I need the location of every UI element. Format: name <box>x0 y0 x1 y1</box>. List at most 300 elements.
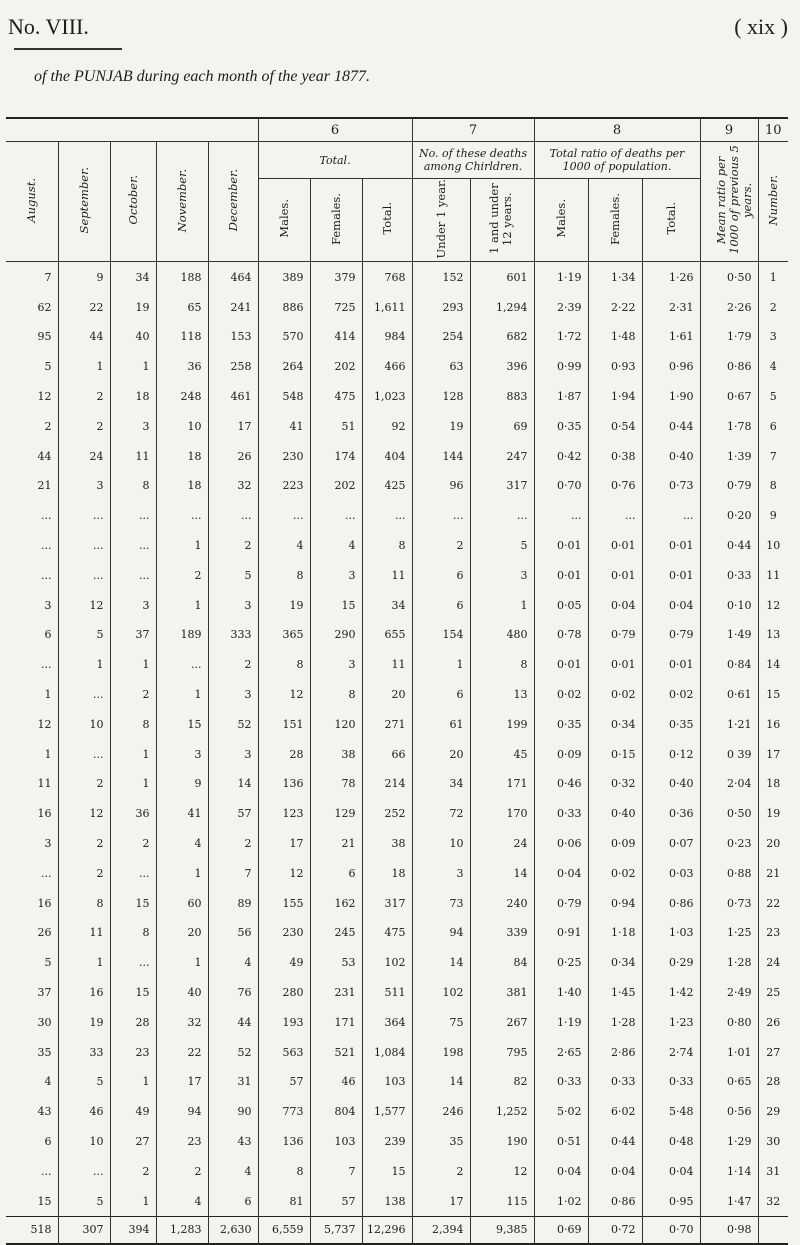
table-row <box>6 262 788 292</box>
table-cell: 136 <box>258 769 310 799</box>
table-cell: 19 <box>412 411 470 441</box>
table-cell: 0·35 <box>642 709 700 739</box>
header-november: November. <box>174 168 189 232</box>
table-cell: 1 <box>110 739 156 769</box>
table-cell: 24 <box>758 948 788 978</box>
table-cell: 16 <box>37 896 52 910</box>
table-cell: ... <box>110 948 156 978</box>
table-cell: 1·03 <box>642 918 700 948</box>
table-row <box>6 411 788 441</box>
table-cell: 32 <box>758 1186 788 1216</box>
table-cell: 0·80 <box>700 1007 758 1037</box>
table-cell: 21 <box>758 858 788 888</box>
table-cell: 8 <box>310 680 362 710</box>
table-cell: 0·35 <box>534 411 588 441</box>
table-cell: 53 <box>310 948 362 978</box>
table-cell: 0·84 <box>700 650 758 680</box>
table-cell: 15 <box>758 680 788 710</box>
table-cell: 15 <box>310 590 362 620</box>
table-cell: 34 <box>110 262 156 292</box>
table-cell: 1·90 <box>642 382 700 412</box>
table-cell: 12 <box>58 590 110 620</box>
table-cell: 0·40 <box>588 799 642 829</box>
table-cell: 231 <box>310 978 362 1008</box>
table-cell: 102 <box>362 948 412 978</box>
table-cell: 4 <box>208 1156 258 1186</box>
table-cell: 2·04 <box>700 769 758 799</box>
table-cell: 23 <box>110 1037 156 1067</box>
table-cell: 0·44 <box>588 1127 642 1157</box>
table-cell: 0·06 <box>534 829 588 859</box>
table-cell: 198 <box>412 1037 470 1067</box>
group-header-row <box>6 142 788 179</box>
table-cell: 317 <box>470 471 534 501</box>
table-cell: 0·20 <box>700 501 758 531</box>
table-cell: 20 <box>758 829 788 859</box>
table-cell: 0·50 <box>700 262 758 292</box>
table-cell: 28 <box>258 739 310 769</box>
table-row <box>6 1007 788 1037</box>
table-cell: 37 <box>110 620 156 650</box>
table-cell: 1 <box>58 948 110 978</box>
table-cell: 152 <box>412 262 470 292</box>
table-cell: 34 <box>412 769 470 799</box>
table-cell: 1 <box>412 650 470 680</box>
table-cell: 247 <box>470 441 534 471</box>
table-cell: 1·21 <box>700 709 758 739</box>
table-cell: 35 <box>37 1045 52 1059</box>
table-cell: 4 <box>758 352 788 382</box>
table-cell: ... <box>258 501 310 531</box>
table-cell: 6 <box>44 1134 52 1148</box>
table-cell: ... <box>110 858 156 888</box>
header-under-1-year: Under 1 year. <box>433 179 448 259</box>
table-cell: 5 <box>58 620 110 650</box>
table-cell: 3 <box>208 590 258 620</box>
table-cell: 15 <box>110 888 156 918</box>
table-cell: 1·18 <box>588 918 642 948</box>
table-cell: 193 <box>258 1007 310 1037</box>
table-cell: 5·48 <box>642 1097 700 1127</box>
table-cell: 9,385 <box>470 1216 534 1244</box>
table-cell: 0·79 <box>534 888 588 918</box>
table-cell: 17 <box>758 739 788 769</box>
table-cell: 22 <box>58 292 110 322</box>
table-row <box>6 441 788 471</box>
table-row <box>6 471 788 501</box>
table-cell: 0·04 <box>588 590 642 620</box>
table-cell: 9 <box>58 262 110 292</box>
table-cell: 28 <box>110 1007 156 1037</box>
table-cell: ... <box>58 560 110 590</box>
table-cell: 45 <box>470 739 534 769</box>
table-cell: 11 <box>362 560 412 590</box>
table-cell: 84 <box>470 948 534 978</box>
table-cell: 23 <box>758 918 788 948</box>
table-cell: 0·33 <box>588 1067 642 1097</box>
table-cell: 3 <box>156 739 208 769</box>
table-cell: 1·28 <box>588 1007 642 1037</box>
totals-row <box>6 1216 788 1244</box>
table-cell: 2 <box>44 419 52 433</box>
table-cell: 1·25 <box>700 918 758 948</box>
table-cell: 17 <box>208 411 258 441</box>
table-cell: 339 <box>470 918 534 948</box>
table-cell: 153 <box>208 322 258 352</box>
table-cell: 102 <box>412 978 470 1008</box>
table-row <box>6 590 788 620</box>
table-cell: 56 <box>208 918 258 948</box>
table-cell: 1 <box>110 769 156 799</box>
mortality-table <box>6 117 788 1245</box>
table-cell: 33 <box>58 1037 110 1067</box>
table-cell: 1 <box>156 948 208 978</box>
table-cell: 2 <box>110 680 156 710</box>
table-cell: 3 <box>310 560 362 590</box>
table-cell: 381 <box>470 978 534 1008</box>
header-children-group: No. of these deaths among Chirldren. <box>412 142 534 179</box>
table-cell: 0·86 <box>588 1186 642 1216</box>
table-cell: ... <box>110 560 156 590</box>
table-cell: 0·33 <box>534 799 588 829</box>
table-cell: 425 <box>362 471 412 501</box>
table-cell: 1 <box>110 1067 156 1097</box>
table-cell: 464 <box>208 262 258 292</box>
table-cell: 1,252 <box>470 1097 534 1127</box>
table-cell: 1 <box>470 590 534 620</box>
table-cell: 264 <box>258 352 310 382</box>
table-cell: 8 <box>110 709 156 739</box>
table-cell: 0·01 <box>534 650 588 680</box>
table-cell: 5,737 <box>310 1216 362 1244</box>
table-cell: 2 <box>758 292 788 322</box>
table-cell: 0·07 <box>642 829 700 859</box>
table-cell: 1·14 <box>700 1156 758 1186</box>
table-cell: 27 <box>110 1127 156 1157</box>
table-cell: 6 <box>44 628 52 642</box>
table-cell: 11 <box>58 918 110 948</box>
table-cell: 6 <box>412 680 470 710</box>
table-cell: ... <box>156 650 208 680</box>
table-cell: 14 <box>470 858 534 888</box>
table-cell: 18 <box>156 471 208 501</box>
table-cell: 94 <box>156 1097 208 1127</box>
table-row <box>6 1067 788 1097</box>
table-cell: 34 <box>362 590 412 620</box>
table-cell: 66 <box>362 739 412 769</box>
table-cell: 333 <box>208 620 258 650</box>
table-cell: 804 <box>310 1097 362 1127</box>
table-cell: 3 <box>110 590 156 620</box>
table-cell: 511 <box>362 978 412 1008</box>
table-row <box>6 1156 788 1186</box>
table-cell: 1·72 <box>534 322 588 352</box>
table-cell: 30 <box>758 1127 788 1157</box>
table-number: No. VIII. <box>8 14 89 39</box>
table-cell: 138 <box>362 1186 412 1216</box>
table-cell: 5 <box>58 1186 110 1216</box>
table-cell: 0·09 <box>534 739 588 769</box>
table-cell: 886 <box>258 292 310 322</box>
table-cell: 0·01 <box>642 560 700 590</box>
table-cell: 5·02 <box>534 1097 588 1127</box>
table-cell: 2·86 <box>588 1037 642 1067</box>
table-cell: 0·70 <box>642 1216 700 1244</box>
table-cell: 0·01 <box>642 531 700 561</box>
table-cell: 41 <box>156 799 208 829</box>
table-cell: 15 <box>110 978 156 1008</box>
page-number: ( xix ) <box>734 14 788 39</box>
table-cell: 24 <box>470 829 534 859</box>
table-cell: ... <box>41 568 52 582</box>
table-cell: 1·45 <box>588 978 642 1008</box>
table-cell: 1·49 <box>700 620 758 650</box>
table-cell: 0·93 <box>588 352 642 382</box>
table-cell: 14 <box>758 650 788 680</box>
table-row <box>6 501 788 531</box>
table-cell: 40 <box>110 322 156 352</box>
table-cell: 1·29 <box>700 1127 758 1157</box>
table-cell: 18 <box>362 858 412 888</box>
table-cell: 0·33 <box>700 560 758 590</box>
table-cell: 0·40 <box>642 441 700 471</box>
table-row <box>6 948 788 978</box>
table-cell: 52 <box>208 709 258 739</box>
table-cell: 364 <box>362 1007 412 1037</box>
table-cell: 46 <box>58 1097 110 1127</box>
table-cell: 223 <box>258 471 310 501</box>
table-cell: 1·01 <box>700 1037 758 1067</box>
table-cell: 103 <box>310 1127 362 1157</box>
header-ratio-males: Males. <box>553 199 568 239</box>
table-cell: ... <box>41 658 52 672</box>
table-cell: 174 <box>310 441 362 471</box>
table-cell: 3 <box>58 471 110 501</box>
table-cell: 0·01 <box>534 531 588 561</box>
table-cell: 3 <box>44 836 52 850</box>
table-cell: 7 <box>758 441 788 471</box>
table-cell: 0·50 <box>700 799 758 829</box>
table-cell: 0·12 <box>642 739 700 769</box>
table-cell: 16 <box>758 709 788 739</box>
table-cell: 0·54 <box>588 411 642 441</box>
header-total: Total. <box>379 202 394 235</box>
table-cell: ... <box>110 501 156 531</box>
table-cell: 0·01 <box>642 650 700 680</box>
table-cell: 0·44 <box>700 531 758 561</box>
table-cell: 0·33 <box>534 1067 588 1097</box>
table-cell: ... <box>110 531 156 561</box>
table-cell: 1 <box>110 352 156 382</box>
table-cell: 0·86 <box>700 352 758 382</box>
table-cell: 0·95 <box>642 1186 700 1216</box>
table-cell: 0·33 <box>642 1067 700 1097</box>
table-cell: 15 <box>37 1194 52 1208</box>
table-cell: 461 <box>208 382 258 412</box>
table-cell: 0·79 <box>642 620 700 650</box>
table-cell: 0·73 <box>642 471 700 501</box>
table-cell: ... <box>41 509 52 523</box>
table-cell: 1·02 <box>534 1186 588 1216</box>
table-cell: 44 <box>58 322 110 352</box>
table-cell: 73 <box>412 888 470 918</box>
table-cell: 0·42 <box>534 441 588 471</box>
table-cell: 1·39 <box>700 441 758 471</box>
table-cell: 171 <box>470 769 534 799</box>
table-row <box>6 322 788 352</box>
header-1-to-12-years: 1 and under 12 years. <box>487 183 515 255</box>
table-cell: 475 <box>310 382 362 412</box>
table-cell: 246 <box>412 1097 470 1127</box>
table-cell: 8 <box>258 1156 310 1186</box>
table-cell: 1,084 <box>362 1037 412 1067</box>
table-cell: 62 <box>37 300 52 314</box>
table-cell: 11 <box>37 777 52 791</box>
table-cell: 1·40 <box>534 978 588 1008</box>
table-cell: 0·61 <box>700 680 758 710</box>
table-cell: 72 <box>412 799 470 829</box>
table-cell: 10 <box>58 1127 110 1157</box>
table-cell: 725 <box>310 292 362 322</box>
table-cell: 0·04 <box>534 858 588 888</box>
table-cell: 2 <box>412 531 470 561</box>
table-cell: 1 <box>110 650 156 680</box>
table-cell: 12 <box>37 390 52 404</box>
table-cell: 1,577 <box>362 1097 412 1127</box>
table-cell: 8 <box>258 650 310 680</box>
table-cell: ... <box>156 501 208 531</box>
table-cell: 682 <box>470 322 534 352</box>
table-row <box>6 709 788 739</box>
table-cell: 9 <box>156 769 208 799</box>
table-cell: 773 <box>258 1097 310 1127</box>
table-cell: 81 <box>258 1186 310 1216</box>
table-cell: 44 <box>208 1007 258 1037</box>
table-cell: 13 <box>470 680 534 710</box>
table-cell: 18 <box>110 382 156 412</box>
table-row <box>6 620 788 650</box>
table-cell: 10 <box>758 531 788 561</box>
table-cell: 22 <box>156 1037 208 1067</box>
table-cell: 0·72 <box>588 1216 642 1244</box>
table-cell: 601 <box>470 262 534 292</box>
table-cell: 1 <box>58 352 110 382</box>
table-cell: ... <box>58 680 110 710</box>
table-cell: 1·19 <box>534 262 588 292</box>
table-cell: 307 <box>58 1216 110 1244</box>
table-cell: 475 <box>362 918 412 948</box>
table-cell: 32 <box>156 1007 208 1037</box>
table-cell: 170 <box>470 799 534 829</box>
table-cell: 1·34 <box>588 262 642 292</box>
table-cell: 94 <box>412 918 470 948</box>
table-cell: 36 <box>110 799 156 829</box>
table-cell: 20 <box>412 739 470 769</box>
table-cell: 60 <box>156 888 208 918</box>
table-cell: 38 <box>310 739 362 769</box>
table-cell: 2 <box>58 769 110 799</box>
table-cell: 414 <box>310 322 362 352</box>
table-cell: 57 <box>310 1186 362 1216</box>
table-cell: 12 <box>58 799 110 829</box>
colnum-6: 6 <box>258 118 412 142</box>
header-august: August. <box>24 177 39 223</box>
table-cell: 655 <box>362 620 412 650</box>
table-cell: 115 <box>470 1186 534 1216</box>
header-females: Females. <box>328 192 343 245</box>
table-cell: 3 <box>208 680 258 710</box>
table-cell: ... <box>362 501 412 531</box>
table-cell: 290 <box>310 620 362 650</box>
table-cell: 14 <box>412 1067 470 1097</box>
table-cell: 26 <box>758 1007 788 1037</box>
table-cell: 239 <box>362 1127 412 1157</box>
table-cell: 480 <box>470 620 534 650</box>
table-cell: 19 <box>758 799 788 829</box>
table-cell: 6 <box>310 858 362 888</box>
table-cell: 0·94 <box>588 888 642 918</box>
table-cell: 2 <box>208 829 258 859</box>
table-cell: 0·56 <box>700 1097 758 1127</box>
table-cell: ... <box>310 501 362 531</box>
table-cell: 13 <box>758 620 788 650</box>
table-cell: ... <box>58 501 110 531</box>
table-cell: 0·29 <box>642 948 700 978</box>
table-cell: 984 <box>362 322 412 352</box>
table-cell: 32 <box>208 471 258 501</box>
table-cell: 2·22 <box>588 292 642 322</box>
table-cell: 570 <box>258 322 310 352</box>
table-cell: 12 <box>470 1156 534 1186</box>
header-number: Number. <box>765 175 780 226</box>
table-row <box>6 680 788 710</box>
table-cell: 43 <box>208 1127 258 1157</box>
table-cell: 10 <box>412 829 470 859</box>
table-cell: 36 <box>156 352 208 382</box>
table-cell: ... <box>642 501 700 531</box>
table-cell: 5 <box>470 531 534 561</box>
table-cell: 78 <box>310 769 362 799</box>
header-october: October. <box>125 175 140 225</box>
table-cell: 17 <box>258 829 310 859</box>
page-header <box>0 8 800 48</box>
table-cell: 2 <box>58 858 110 888</box>
table-cell: 96 <box>412 471 470 501</box>
table-cell: 0·35 <box>534 709 588 739</box>
table-cell: 0·69 <box>534 1216 588 1244</box>
table-cell: 2 <box>412 1156 470 1186</box>
table-cell: 26 <box>208 441 258 471</box>
table-cell: 0·02 <box>588 858 642 888</box>
table-cell: 37 <box>37 985 52 999</box>
table-cell: 6,559 <box>258 1216 310 1244</box>
table-cell: 389 <box>258 262 310 292</box>
table-cell: 254 <box>412 322 470 352</box>
table-cell: 4 <box>310 531 362 561</box>
table-cell: 118 <box>156 322 208 352</box>
table-cell: 3 <box>470 560 534 590</box>
table-cell: 2 <box>156 1156 208 1186</box>
table-cell: 1 <box>156 590 208 620</box>
colnum-8: 8 <box>534 118 700 142</box>
table-cell: 1·19 <box>534 1007 588 1037</box>
table-cell: 14 <box>208 769 258 799</box>
table-cell: 3 <box>110 411 156 441</box>
table-cell: 90 <box>208 1097 258 1127</box>
header-ratio-females: Females. <box>607 192 622 245</box>
table-cell: 0·98 <box>700 1216 758 1244</box>
table-cell: 151 <box>258 709 310 739</box>
